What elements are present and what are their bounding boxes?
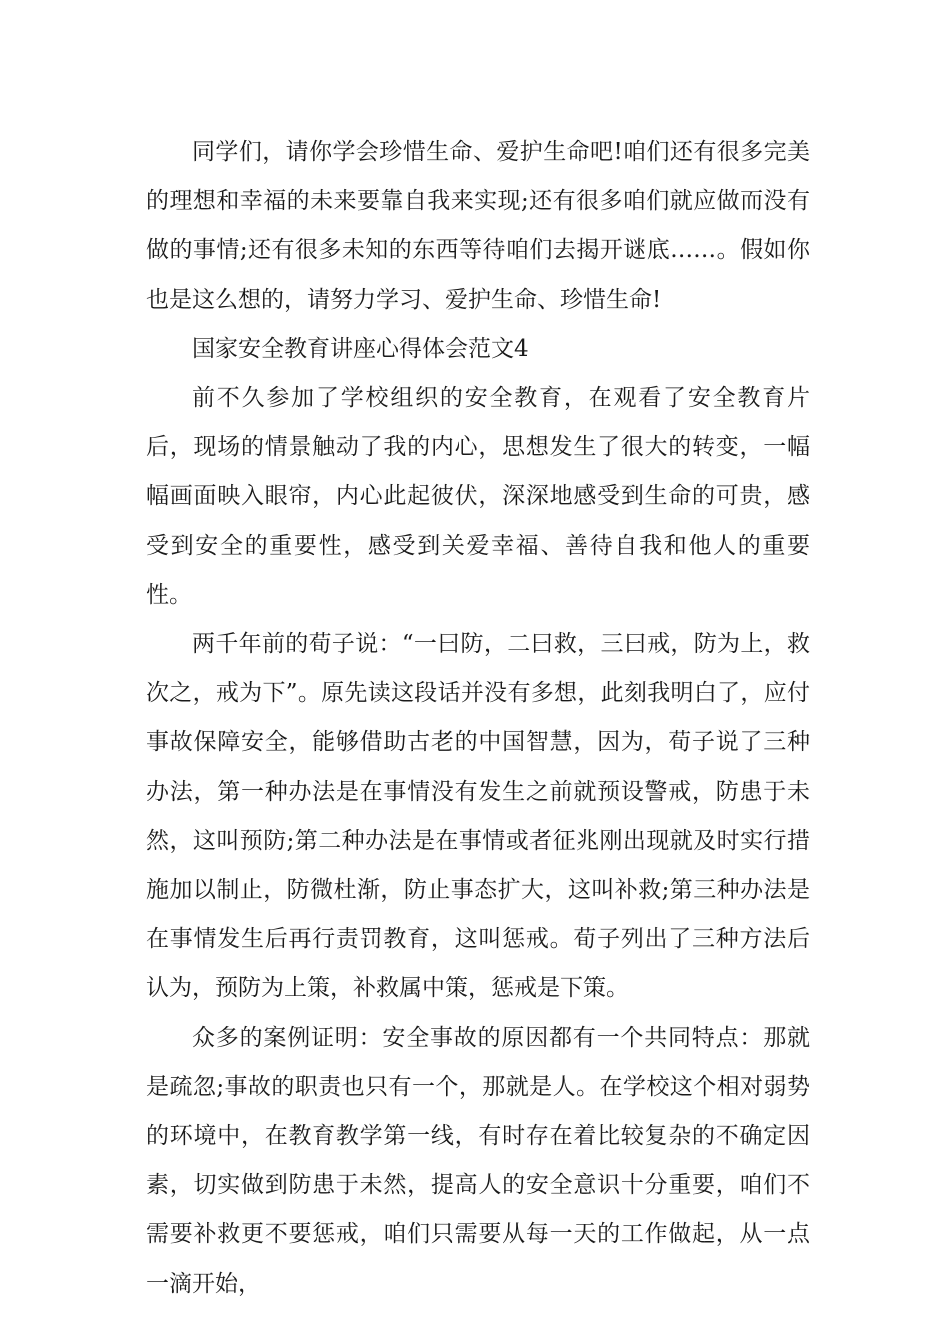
paragraph: 众多的案例证明：安全事故的原因都有一个共同特点：那就是疏忽;事故的职责也只有一个，那就是人。在学校这个相对弱势的环境中，在教育教学第一线，有时存在着比较复杂的不确定因素，切实做到防患于未然，提高人的安全意识十分重要，咱们不需要补救更不要惩戒，咱们只需要从每一天的工作做起，从一点一滴开始， bbox=[146, 1024, 810, 1297]
paragraph: 两千年前的荀子说：“一曰防，二曰救，三曰戒，防为上，救次之，戒为下”。原先读这段话并没有多想，此刻我明白了，应付事故保障安全，能够借助古老的中国智慧，因为，荀子说了三种办法，第一种办法是在事情没有发生之前就预设警戒，防患于未然，这叫预防;第二种办法是在事情或者征兆刚出现就及时实行措施加以制止，防微杜渐，防止事态扩大，这叫补救;第三种办法是在事情发生后再行责罚教育，这叫惩戒。荀子列出了三种方法后认为，预防为上策，补救属中策，惩戒是下策。 bbox=[146, 631, 810, 1002]
document-body bbox=[146, 128, 810, 1309]
paragraph: 同学们，请你学会珍惜生命、爱护生命吧!咱们还有很多完美的理想和幸福的未来要靠自我来实现;还有很多咱们就应做而没有做的事情;还有很多未知的东西等待咱们去揭开谜底……。假如你也是这么想的，请努力学习、爱护生命、珍惜生命! bbox=[146, 139, 810, 313]
paragraph: 前不久参加了学校组织的安全教育，在观看了安全教育片后，现场的情景触动了我的内心，思想发生了很大的转变，一幅幅画面映入眼帘，内心此起彼伏，深深地感受到生命的可贵，感受到安全的重要性，感受到关爱幸福、善待自我和他人的重要性。 bbox=[146, 385, 810, 608]
section-heading: 国家安全教育讲座心得体会范文4 bbox=[192, 335, 529, 362]
